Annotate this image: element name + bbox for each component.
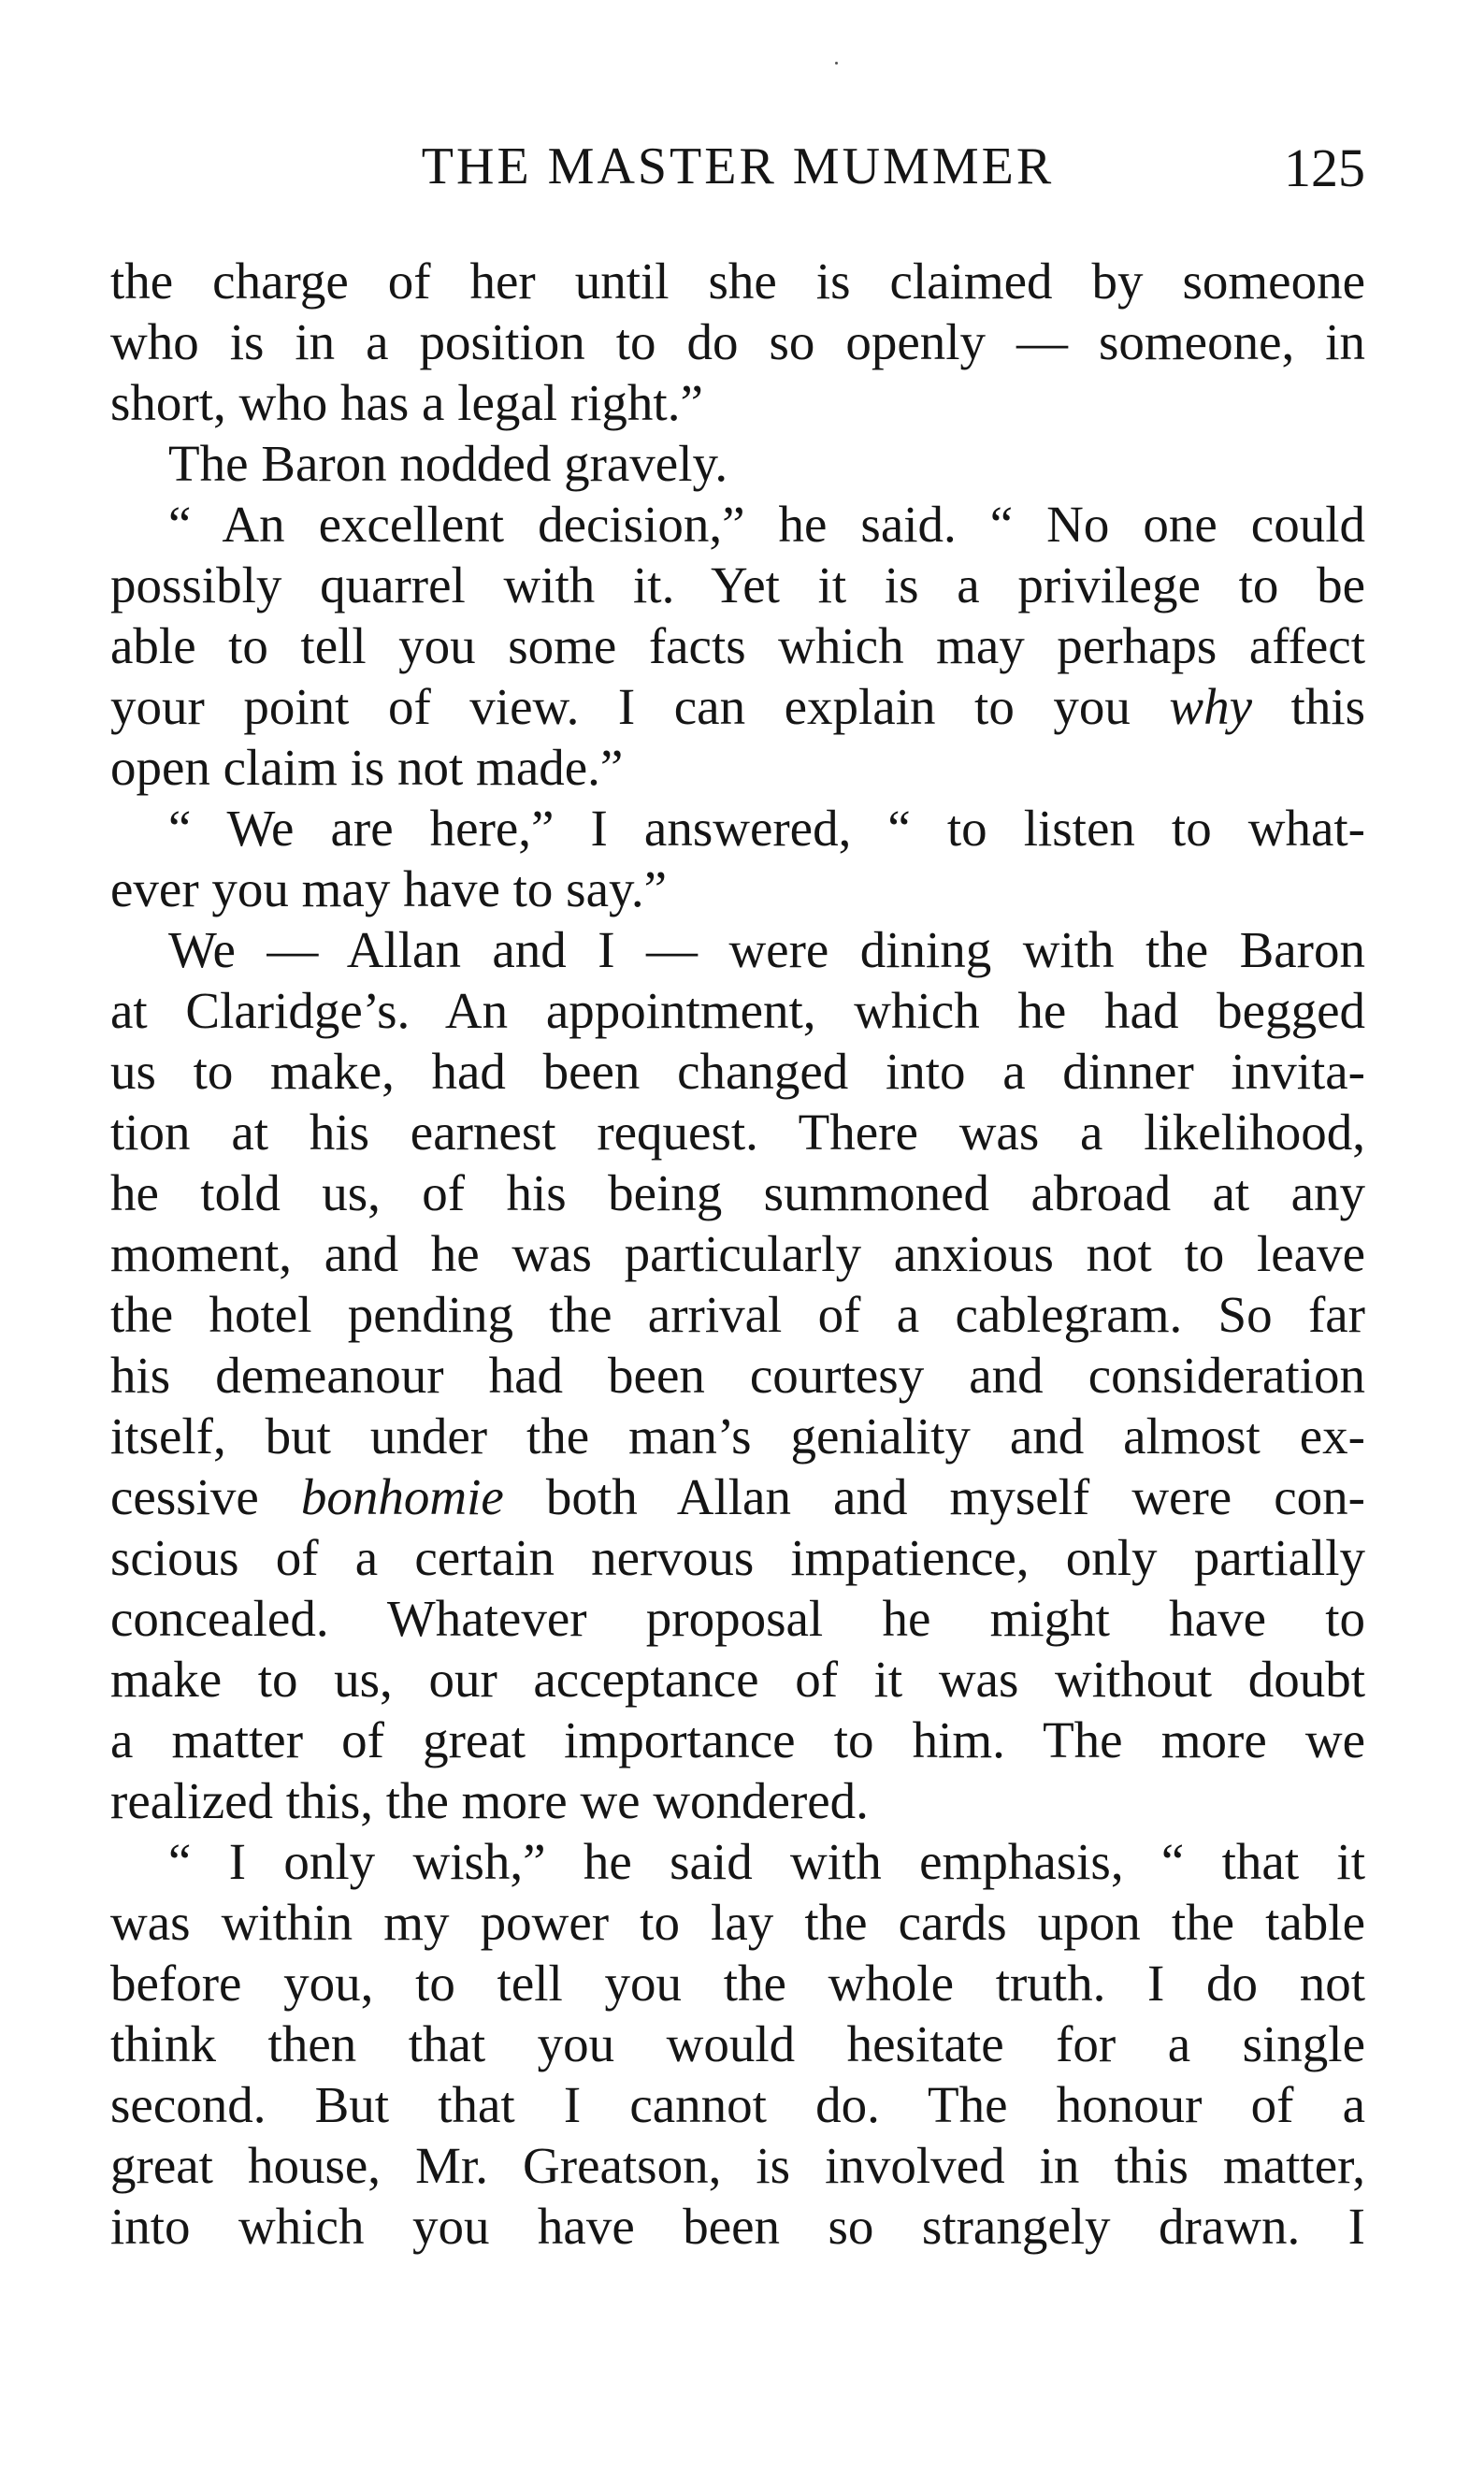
text-line: us to make, had been changed into a dinner invita- (110, 1043, 1365, 1100)
page-header (110, 129, 1365, 204)
text-line: was within my power to lay the cards upon the table (110, 1894, 1365, 1951)
text-line: who is in a position to do so openly — someone, in (110, 313, 1365, 370)
text-line: his demeanour had been courtesy and consideration (110, 1347, 1365, 1404)
running-title: THE MASTER MUMMER (421, 137, 1055, 195)
text-line: able to tell you some facts which may perhaps affect (110, 617, 1365, 674)
text-line: short, who has a legal right.” (110, 374, 703, 431)
text-line: We — Allan and I — were dining with the Baron (168, 921, 1365, 978)
text-line: at Claridge’s. An appointment, which he had begged (110, 982, 1365, 1039)
text-line: the hotel pending the arrival of a cablegram. So far (110, 1286, 1365, 1343)
text-line: into which you have been so strangely drawn. I (110, 2198, 1365, 2255)
text-line: The Baron nodded gravely. (168, 435, 728, 492)
italic-word: why (1169, 678, 1252, 735)
text-line: concealed. Whatever proposal he might have to (110, 1590, 1365, 1647)
text-line: a matter of great importance to him. The more we (110, 1711, 1365, 1768)
text-line: open claim is not made.” (110, 739, 624, 796)
text-line: “ We are here,” I answered, “ to listen to what- (168, 800, 1365, 857)
text-line: your point of view. I can explain to you why this (110, 678, 1365, 735)
italic-word: bonhomie (300, 1468, 504, 1525)
print-speck (835, 62, 838, 65)
text-line: moment, and he was particularly anxious not to leave (110, 1225, 1365, 1282)
text-line: “ I only wish,” he said with emphasis, “ that it (168, 1833, 1365, 1890)
text-line: tion at his earnest request. There was a likelihood, (110, 1104, 1365, 1161)
text-line: think then that you would hesitate for a single (110, 2015, 1365, 2072)
text-line: second. But that I cannot do. The honour of a (110, 2076, 1365, 2133)
text-line: scious of a certain nervous impatience, only partially (110, 1529, 1365, 1586)
text-line: the charge of her until she is claimed by someone (110, 253, 1365, 310)
page-number: 125 (1284, 137, 1365, 198)
text-line: itself, but under the man’s geniality and almost ex- (110, 1407, 1365, 1465)
text-line: realized this, the more we wondered. (110, 1772, 869, 1829)
text-line: great house, Mr. Greatson, is involved in this matter, (110, 2137, 1365, 2194)
body-text (110, 251, 1365, 2257)
text-line: ever you may have to say.” (110, 860, 668, 917)
text-line: he told us, of his being summoned abroad at any (110, 1164, 1365, 1221)
text-line: make to us, our acceptance of it was without doubt (110, 1651, 1365, 1708)
text-line: before you, to tell you the whole truth. I do not (110, 1955, 1365, 2012)
text-line: cessive bonhomie both Allan and myself were con- (110, 1468, 1365, 1525)
text-line: “ An excellent decision,” he said. “ No one could (168, 496, 1365, 553)
text-line: possibly quarrel with it. Yet it is a privilege to be (110, 556, 1365, 613)
